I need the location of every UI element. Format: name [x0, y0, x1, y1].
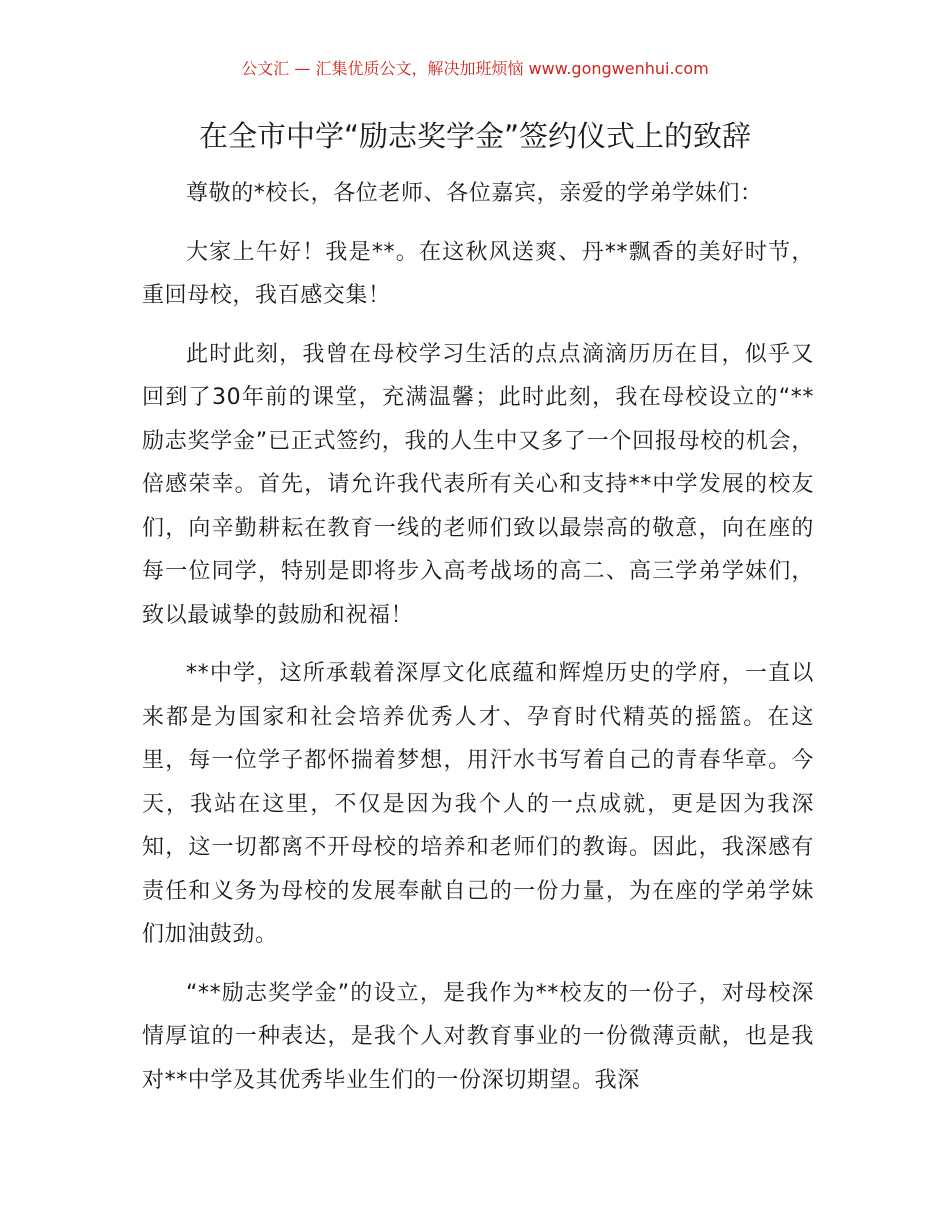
paragraph-school: **中学，这所承载着深厚文化底蕴和辉煌历史的学府，一直以来都是为国家和社会培养优秀人才、孕育时代精英的摇篮。在这里，每一位学子都怀揣着梦想，用汗水书写着自己的青春华章。今天，我站在这里，不仅是因为我个人的一点成就，更是因为我深知，这一切都离不开母校的培养和老师们的教诲。因此，我深感有责任和义务为母校的发展奉献自己的一份力量，为在座的学弟学妹们加油鼓劲。 [142, 661, 814, 947]
paragraph-memories: 此时此刻，我曾在母校学习生活的点点滴滴历历在目，似乎又回到了30年前的课堂，充满温馨；此时此刻，我在母校设立的“**励志奖学金”已正式签约，我的人生中又多了一个回报母校的机会，倍感荣幸。首先，请允许我代表所有关心和支持**中学发展的校友们，向辛勤耕耘在教育一线的老师们致以最崇高的敬意，向在座的每一位同学，特别是即将步入高考战场的高二、高三学弟学妹们，致以最诚挚的鼓励和祝福！ [142, 341, 814, 628]
document-body [142, 172, 814, 1117]
paragraph-scholarship: “**励志奖学金”的设立，是我作为**校友的一份子，对母校深情厚谊的一种表达，是我个人对教育事业的一份微薄贡献，也是我对**中学及其优秀毕业生们的一份深切期望。我深 [142, 980, 814, 1093]
paragraph-salutation: 尊敬的*校长，各位老师、各位嘉宾，亲爱的学弟学妹们： [186, 181, 763, 206]
header-banner: 公文汇 — 汇集优质公文，解决加班烦恼 www.gongwenhui.com [241, 59, 709, 78]
paragraph-greeting: 大家上午好！我是**。在这秋风送爽、丹**飘香的美好时节，重回母校，我百感交集！ [142, 239, 814, 308]
document-title: 在全市中学“励志奖学金”签约仪式上的致辞 [198, 119, 752, 153]
